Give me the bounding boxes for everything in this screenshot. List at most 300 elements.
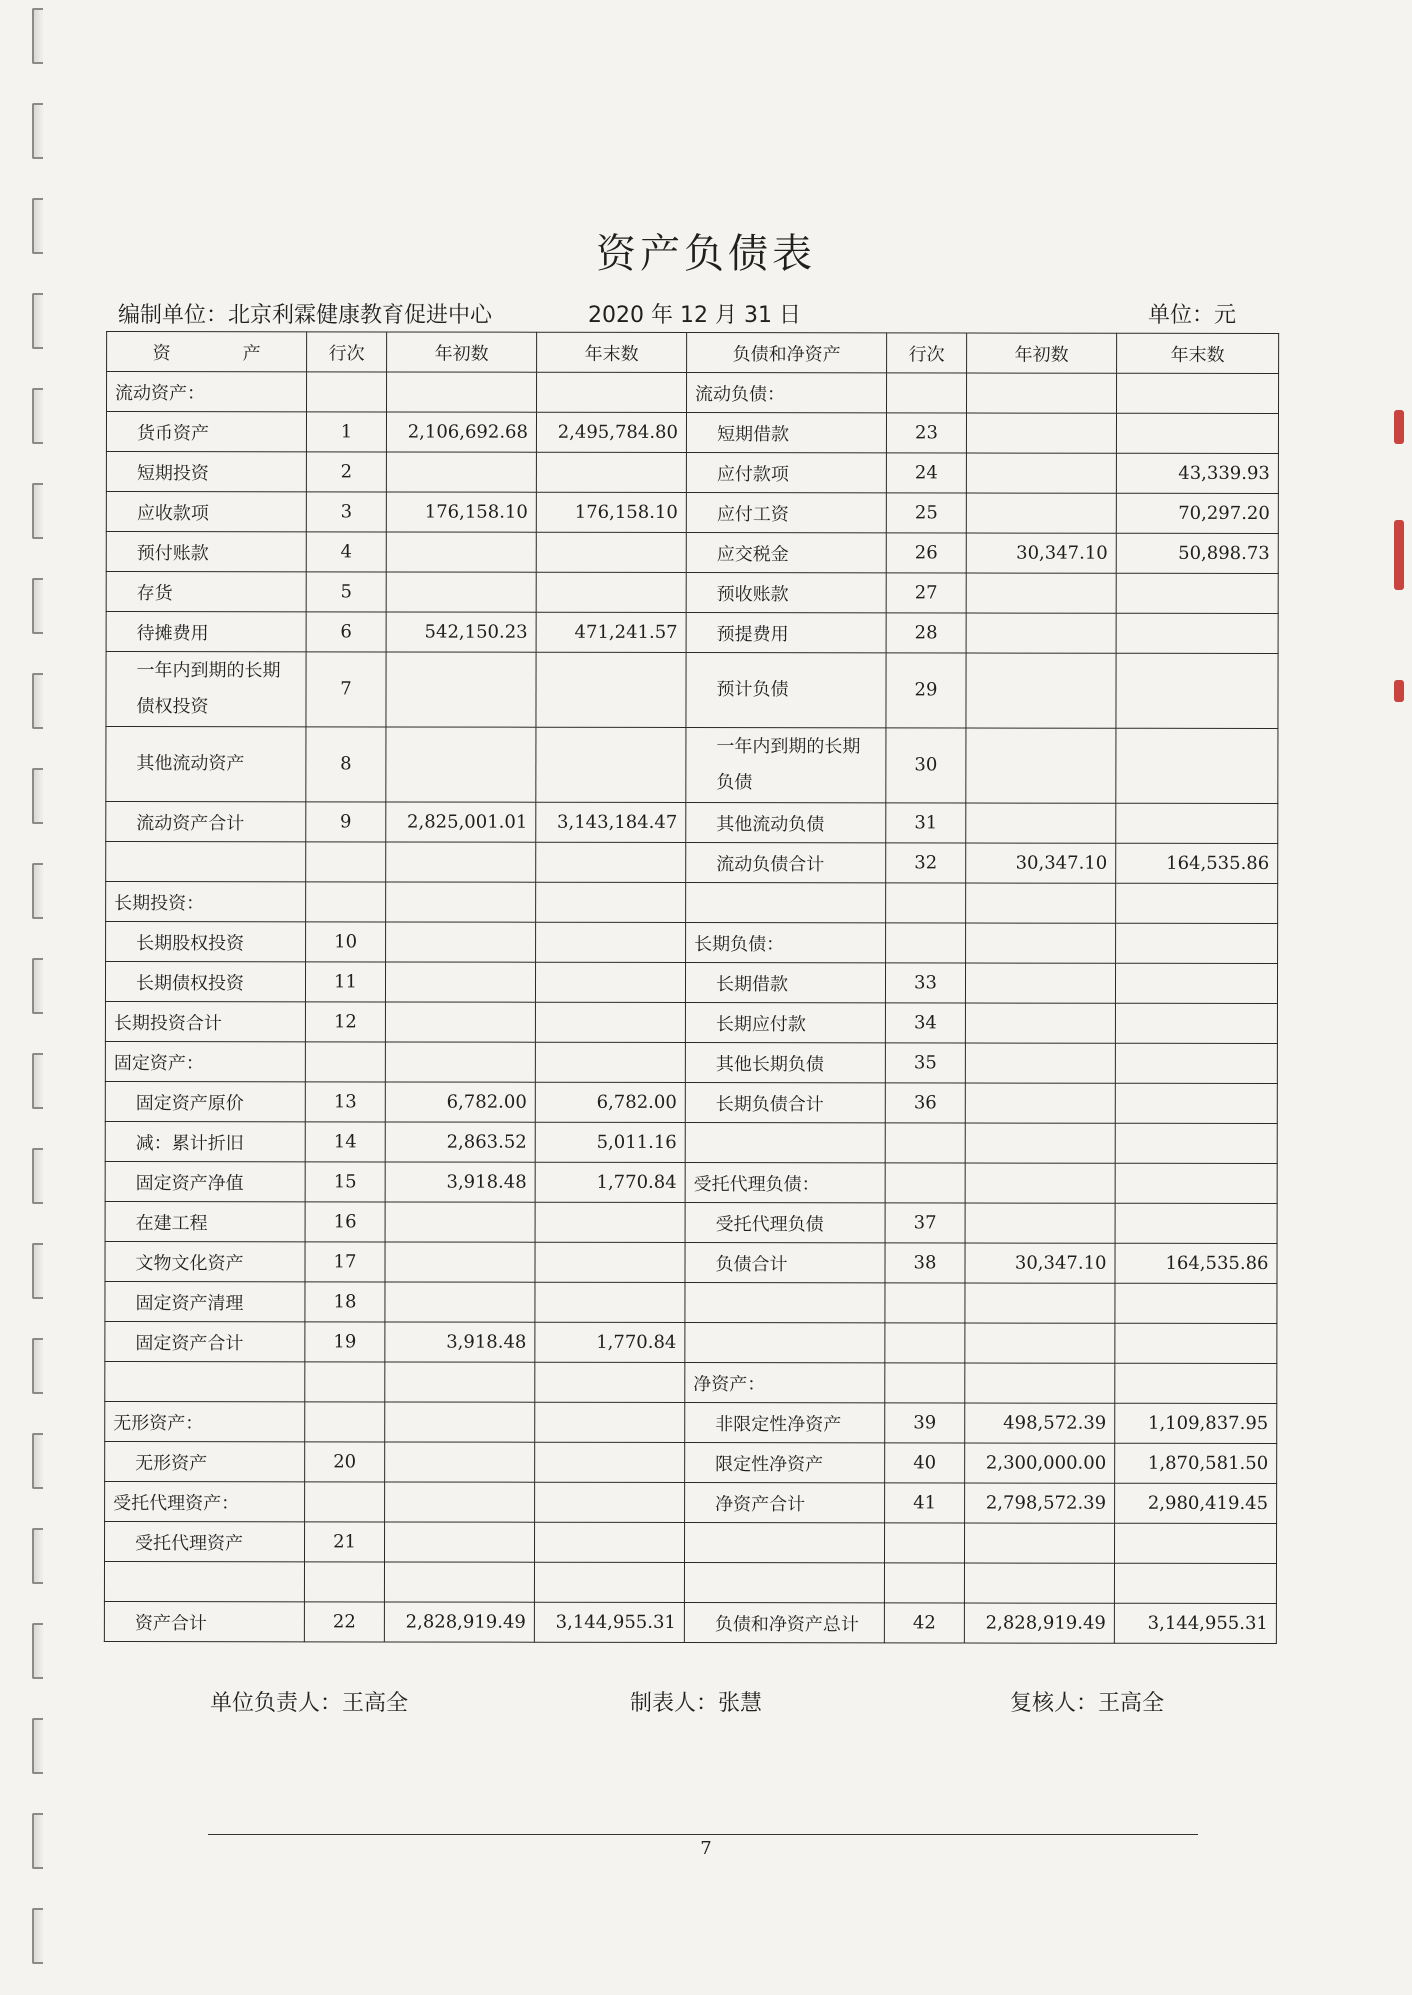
asset-end-value: 3,143,184.47 bbox=[536, 802, 686, 842]
liability-end-value: 1,870,581.50 bbox=[1115, 1443, 1277, 1483]
asset-end-value: 3,144,955.31 bbox=[534, 1602, 684, 1642]
table-row bbox=[105, 961, 1277, 1003]
binding-hole bbox=[32, 388, 43, 444]
asset-row-no: 8 bbox=[306, 727, 386, 802]
preparer: 制表人：张慧 bbox=[630, 1691, 763, 1716]
liability-begin-value bbox=[967, 373, 1117, 413]
asset-end-value bbox=[537, 372, 687, 412]
asset-label bbox=[104, 1561, 304, 1601]
reviewer: 复核人：王高全 bbox=[1010, 1691, 1165, 1716]
liability-begin-value bbox=[965, 1043, 1115, 1083]
asset-row-no: 17 bbox=[305, 1242, 385, 1282]
binding-hole bbox=[32, 1338, 43, 1394]
asset-begin-value bbox=[386, 572, 536, 612]
liability-row-no: 32 bbox=[886, 843, 966, 883]
column-header: 年末数 bbox=[537, 332, 687, 372]
table-row bbox=[106, 651, 1278, 728]
binding-hole bbox=[32, 1718, 43, 1774]
asset-row-no: 12 bbox=[305, 1002, 385, 1042]
liability-begin-value bbox=[966, 728, 1116, 803]
liability-label: 非限定性净资产 bbox=[685, 1402, 885, 1442]
asset-begin-value: 3,918.48 bbox=[385, 1322, 535, 1362]
liability-begin-value bbox=[966, 613, 1116, 653]
liability-row-no: 28 bbox=[886, 613, 966, 653]
binding-hole bbox=[32, 1908, 43, 1964]
table-row bbox=[105, 1081, 1277, 1123]
asset-label: 预付账款 bbox=[106, 531, 306, 571]
liability-end-value bbox=[1116, 803, 1278, 843]
liability-label: 应交税金 bbox=[686, 532, 886, 572]
asset-end-value bbox=[535, 962, 685, 1002]
table-header-row bbox=[107, 331, 1279, 373]
asset-begin-value bbox=[387, 372, 537, 412]
asset-label: 一年内到期的长期债权投资 bbox=[106, 651, 306, 726]
liability-begin-value bbox=[965, 963, 1115, 1003]
liability-row-no bbox=[885, 1323, 965, 1363]
liability-end-value: 1,109,837.95 bbox=[1115, 1403, 1277, 1443]
asset-label: 流动资产合计 bbox=[106, 801, 306, 841]
asset-end-value: 1,770.84 bbox=[535, 1162, 685, 1202]
asset-label bbox=[106, 841, 306, 881]
asset-end-value bbox=[535, 1402, 685, 1442]
asset-begin-value bbox=[385, 1442, 535, 1482]
asset-label: 无形资产： bbox=[105, 1401, 305, 1441]
asset-begin-value bbox=[385, 962, 535, 1002]
table-row bbox=[106, 531, 1278, 573]
red-stamp-edge bbox=[1394, 680, 1404, 702]
liability-row-no bbox=[884, 1563, 964, 1603]
liability-begin-value bbox=[966, 653, 1116, 728]
liability-begin-value bbox=[966, 923, 1116, 963]
asset-end-value bbox=[535, 1042, 685, 1082]
liability-end-value bbox=[1116, 413, 1278, 453]
liability-end-value bbox=[1116, 728, 1278, 803]
liability-row-no: 42 bbox=[884, 1603, 964, 1643]
asset-end-value: 176,158.10 bbox=[536, 492, 686, 532]
table-row bbox=[105, 1201, 1277, 1243]
asset-begin-value: 2,863.52 bbox=[385, 1122, 535, 1162]
table-row bbox=[106, 921, 1278, 963]
table-row bbox=[107, 371, 1279, 413]
asset-row-no: 19 bbox=[305, 1322, 385, 1362]
liability-row-no: 33 bbox=[885, 963, 965, 1003]
asset-end-value: 6,782.00 bbox=[535, 1082, 685, 1122]
liability-end-value bbox=[1115, 1083, 1277, 1123]
binding-hole bbox=[32, 863, 43, 919]
liability-end-value bbox=[1115, 1283, 1277, 1323]
currency-unit: 单位：元 bbox=[1147, 303, 1236, 328]
liability-begin-value bbox=[965, 1323, 1115, 1363]
asset-label: 固定资产： bbox=[105, 1041, 305, 1081]
asset-label: 存货 bbox=[106, 571, 306, 611]
liability-label bbox=[684, 1562, 884, 1602]
asset-row-no bbox=[305, 1482, 385, 1522]
asset-end-value bbox=[535, 1362, 685, 1402]
asset-end-value bbox=[536, 452, 686, 492]
asset-label: 固定资产原价 bbox=[105, 1081, 305, 1121]
asset-row-no: 7 bbox=[306, 652, 386, 727]
liability-label: 预计负债 bbox=[686, 652, 886, 727]
asset-begin-value: 2,828,919.49 bbox=[384, 1602, 534, 1642]
table-body bbox=[104, 371, 1278, 1643]
asset-label bbox=[105, 1361, 305, 1401]
table-row bbox=[106, 571, 1278, 613]
asset-begin-value bbox=[386, 652, 536, 727]
binding-hole bbox=[32, 483, 43, 539]
asset-begin-value: 3,918.48 bbox=[385, 1162, 535, 1202]
asset-begin-value bbox=[385, 1002, 535, 1042]
asset-label: 固定资产清理 bbox=[105, 1281, 305, 1321]
liability-end-value bbox=[1115, 1003, 1277, 1043]
red-stamp-edge bbox=[1394, 520, 1404, 590]
liability-label bbox=[685, 1122, 885, 1162]
liability-row-no: 34 bbox=[885, 1003, 965, 1043]
liability-begin-value bbox=[966, 493, 1116, 533]
asset-begin-value bbox=[385, 1042, 535, 1082]
asset-label: 货币资产 bbox=[106, 411, 306, 451]
liability-end-value bbox=[1115, 1363, 1277, 1403]
asset-row-no bbox=[306, 882, 386, 922]
balance-sheet-table bbox=[104, 331, 1279, 1644]
liability-label bbox=[685, 1322, 885, 1362]
liability-end-value: 3,144,955.31 bbox=[1114, 1603, 1276, 1643]
asset-label: 无形资产 bbox=[105, 1441, 305, 1481]
liability-label: 一年内到期的长期负债 bbox=[686, 727, 886, 802]
asset-label: 受托代理资产 bbox=[104, 1521, 304, 1561]
asset-row-no: 3 bbox=[306, 492, 386, 532]
asset-row-no bbox=[305, 1402, 385, 1442]
binding-hole bbox=[32, 1528, 43, 1584]
liability-end-value: 70,297.20 bbox=[1116, 493, 1278, 533]
liability-begin-value bbox=[965, 1123, 1115, 1163]
table-row bbox=[106, 841, 1278, 883]
asset-end-value bbox=[536, 572, 686, 612]
asset-row-no: 22 bbox=[304, 1602, 384, 1642]
liability-label: 流动负债合计 bbox=[686, 842, 886, 882]
table-row bbox=[105, 1321, 1277, 1363]
asset-end-value bbox=[536, 922, 686, 962]
asset-end-value bbox=[535, 1482, 685, 1522]
binding-hole bbox=[32, 1243, 43, 1299]
liability-end-value bbox=[1114, 1563, 1276, 1603]
asset-begin-value bbox=[386, 882, 536, 922]
liability-end-value bbox=[1116, 883, 1278, 923]
asset-begin-value bbox=[384, 1562, 534, 1602]
liability-end-value: 43,339.93 bbox=[1116, 453, 1278, 493]
liability-label: 限定性净资产 bbox=[685, 1442, 885, 1482]
liability-row-no bbox=[885, 1363, 965, 1403]
binding-hole bbox=[32, 293, 43, 349]
asset-begin-value bbox=[386, 452, 536, 492]
liability-label: 其他长期负债 bbox=[685, 1042, 885, 1082]
binding-hole bbox=[32, 958, 43, 1014]
liability-label: 长期负债： bbox=[686, 922, 886, 962]
table-row bbox=[105, 1441, 1277, 1483]
asset-end-value bbox=[535, 1242, 685, 1282]
asset-label: 固定资产净值 bbox=[105, 1161, 305, 1201]
asset-row-no bbox=[305, 1042, 385, 1082]
binding-hole bbox=[32, 1623, 43, 1679]
asset-row-no: 5 bbox=[306, 572, 386, 612]
asset-label: 在建工程 bbox=[105, 1201, 305, 1241]
asset-begin-value: 2,106,692.68 bbox=[386, 412, 536, 452]
liability-end-value: 2,980,419.45 bbox=[1115, 1483, 1277, 1523]
asset-row-no: 18 bbox=[305, 1282, 385, 1322]
liability-end-value bbox=[1116, 573, 1278, 613]
table-row bbox=[105, 1041, 1277, 1083]
liability-row-no: 25 bbox=[886, 493, 966, 533]
asset-row-no: 16 bbox=[305, 1202, 385, 1242]
asset-begin-value: 176,158.10 bbox=[386, 492, 536, 532]
liability-end-value bbox=[1115, 1043, 1277, 1083]
table-row bbox=[105, 1001, 1277, 1043]
binding-hole bbox=[32, 1433, 43, 1489]
asset-begin-value bbox=[385, 1362, 535, 1402]
liability-row-no: 23 bbox=[886, 413, 966, 453]
liability-begin-value bbox=[964, 1563, 1114, 1603]
column-header: 年末数 bbox=[1117, 333, 1279, 373]
liability-label: 短期借款 bbox=[686, 412, 886, 452]
liability-end-value bbox=[1115, 1323, 1277, 1363]
asset-begin-value bbox=[385, 1402, 535, 1442]
liability-begin-value: 30,347.10 bbox=[966, 533, 1116, 573]
liability-label: 应付款项 bbox=[686, 452, 886, 492]
asset-row-no: 20 bbox=[305, 1442, 385, 1482]
asset-row-no: 14 bbox=[305, 1122, 385, 1162]
asset-end-value bbox=[535, 1442, 685, 1482]
binding-hole bbox=[32, 1053, 43, 1109]
liability-begin-value: 2,798,572.39 bbox=[965, 1483, 1115, 1523]
binding-holes bbox=[30, 0, 54, 1995]
asset-label: 减：累计折旧 bbox=[105, 1121, 305, 1161]
liability-row-no bbox=[885, 1283, 965, 1323]
liability-end-value bbox=[1116, 653, 1278, 728]
asset-begin-value: 2,825,001.01 bbox=[386, 802, 536, 842]
liability-label: 负债合计 bbox=[685, 1242, 885, 1282]
column-header: 负债和净资产 bbox=[687, 332, 887, 372]
asset-begin-value bbox=[386, 532, 536, 572]
asset-end-value bbox=[536, 532, 686, 572]
liability-begin-value bbox=[965, 1203, 1115, 1243]
liability-begin-value bbox=[966, 803, 1116, 843]
liability-label: 负债和净资产总计 bbox=[684, 1602, 884, 1642]
liability-row-no bbox=[884, 1523, 964, 1563]
table-row bbox=[104, 1561, 1276, 1603]
asset-begin-value bbox=[384, 1522, 534, 1562]
asset-end-value: 471,241.57 bbox=[536, 612, 686, 652]
asset-row-no bbox=[307, 372, 387, 412]
liability-end-value bbox=[1116, 923, 1278, 963]
liability-begin-value bbox=[966, 883, 1116, 923]
liability-row-no: 30 bbox=[886, 728, 966, 803]
liability-label: 长期借款 bbox=[685, 962, 885, 1002]
binding-hole bbox=[32, 768, 43, 824]
liability-begin-value: 30,347.10 bbox=[966, 843, 1116, 883]
table-row bbox=[105, 1401, 1277, 1443]
table-row bbox=[105, 1281, 1277, 1323]
liability-begin-value bbox=[965, 1363, 1115, 1403]
liability-end-value bbox=[1117, 373, 1279, 413]
liability-label: 净资产合计 bbox=[685, 1482, 885, 1522]
column-header: 年初数 bbox=[387, 332, 537, 372]
liability-row-no: 39 bbox=[885, 1403, 965, 1443]
asset-row-no bbox=[304, 1562, 384, 1602]
liability-label bbox=[684, 1522, 884, 1562]
asset-begin-value bbox=[386, 727, 536, 802]
report-date: 2020 年 12 月 31 日 bbox=[588, 303, 801, 328]
liability-label: 预提费用 bbox=[686, 612, 886, 652]
table-row bbox=[106, 411, 1278, 453]
table-row bbox=[106, 881, 1278, 923]
table-row bbox=[105, 1481, 1277, 1523]
liability-end-value: 50,898.73 bbox=[1116, 533, 1278, 573]
asset-row-no: 2 bbox=[306, 452, 386, 492]
liability-end-value bbox=[1115, 1163, 1277, 1203]
asset-row-no: 6 bbox=[306, 612, 386, 652]
liability-begin-value bbox=[966, 573, 1116, 613]
binding-hole bbox=[32, 1148, 43, 1204]
asset-row-no: 1 bbox=[306, 412, 386, 452]
asset-end-value bbox=[535, 1002, 685, 1042]
asset-row-no: 13 bbox=[305, 1082, 385, 1122]
asset-label: 其他流动资产 bbox=[106, 726, 306, 801]
liability-begin-value bbox=[966, 453, 1116, 493]
liability-row-no: 36 bbox=[885, 1083, 965, 1123]
asset-row-no: 9 bbox=[306, 802, 386, 842]
liability-row-no: 31 bbox=[886, 803, 966, 843]
asset-row-no: 11 bbox=[305, 962, 385, 1002]
liability-end-value bbox=[1115, 1203, 1277, 1243]
asset-end-value: 2,495,784.80 bbox=[536, 412, 686, 452]
asset-row-no bbox=[305, 1362, 385, 1402]
liability-end-value: 164,535.86 bbox=[1115, 1243, 1277, 1283]
liability-begin-value bbox=[966, 413, 1116, 453]
column-header: 行次 bbox=[307, 332, 387, 372]
column-header: 年初数 bbox=[967, 333, 1117, 373]
asset-end-value bbox=[536, 727, 686, 802]
liability-row-no: 41 bbox=[885, 1483, 965, 1523]
table-row bbox=[104, 1521, 1276, 1563]
liability-row-no: 38 bbox=[885, 1243, 965, 1283]
liability-row-no: 26 bbox=[886, 533, 966, 573]
liability-end-value bbox=[1115, 963, 1277, 1003]
liability-end-value: 164,535.86 bbox=[1116, 843, 1278, 883]
liability-label: 应付工资 bbox=[686, 492, 886, 532]
liability-begin-value: 2,828,919.49 bbox=[964, 1603, 1114, 1643]
liability-label: 长期负债合计 bbox=[685, 1082, 885, 1122]
asset-label: 流动资产： bbox=[107, 371, 307, 411]
asset-begin-value bbox=[385, 1242, 535, 1282]
asset-row-no: 15 bbox=[305, 1162, 385, 1202]
liability-begin-value bbox=[964, 1523, 1114, 1563]
asset-end-value bbox=[535, 1202, 685, 1242]
asset-label: 长期投资合计 bbox=[105, 1001, 305, 1041]
asset-label: 固定资产合计 bbox=[105, 1321, 305, 1361]
liability-label: 净资产： bbox=[685, 1362, 885, 1402]
liability-row-no bbox=[887, 373, 967, 413]
liability-label bbox=[685, 1282, 885, 1322]
liability-label: 其他流动负债 bbox=[686, 802, 886, 842]
table-row bbox=[106, 611, 1278, 653]
unit-leader: 单位负责人：王高全 bbox=[210, 1691, 409, 1716]
asset-label: 长期债权投资 bbox=[105, 961, 305, 1001]
liability-begin-value: 2,300,000.00 bbox=[965, 1443, 1115, 1483]
table-row bbox=[105, 1361, 1277, 1403]
table-row bbox=[105, 1161, 1277, 1203]
liability-row-no bbox=[886, 883, 966, 923]
asset-end-value bbox=[536, 842, 686, 882]
table-row bbox=[106, 491, 1278, 533]
liability-begin-value bbox=[965, 1003, 1115, 1043]
table-row bbox=[106, 451, 1278, 493]
liability-end-value bbox=[1116, 613, 1278, 653]
asset-begin-value bbox=[385, 1482, 535, 1522]
asset-label: 短期投资 bbox=[106, 451, 306, 491]
binding-hole bbox=[32, 673, 43, 729]
liability-label: 受托代理负债 bbox=[685, 1202, 885, 1242]
liability-begin-value bbox=[965, 1083, 1115, 1123]
asset-end-value bbox=[535, 1282, 685, 1322]
asset-begin-value bbox=[386, 922, 536, 962]
asset-label: 文物文化资产 bbox=[105, 1241, 305, 1281]
page-number: 7 bbox=[700, 1838, 712, 1859]
footer-rule bbox=[208, 1834, 1198, 1835]
asset-label: 长期股权投资 bbox=[106, 921, 306, 961]
asset-end-value bbox=[536, 882, 686, 922]
liability-row-no bbox=[885, 1123, 965, 1163]
table-row bbox=[104, 1601, 1276, 1643]
page-title: 资产负债表 bbox=[596, 230, 816, 277]
liability-label: 流动负债： bbox=[687, 372, 887, 412]
table-row bbox=[105, 1241, 1277, 1283]
liability-begin-value bbox=[965, 1163, 1115, 1203]
asset-row-no: 10 bbox=[306, 922, 386, 962]
liability-label: 受托代理负债： bbox=[685, 1162, 885, 1202]
asset-end-value: 1,770.84 bbox=[535, 1322, 685, 1362]
table-row bbox=[106, 726, 1278, 803]
asset-label: 资产合计 bbox=[104, 1601, 304, 1641]
liability-label: 预收账款 bbox=[686, 572, 886, 612]
asset-begin-value: 542,150.23 bbox=[386, 612, 536, 652]
liability-begin-value: 30,347.10 bbox=[965, 1243, 1115, 1283]
liability-row-no bbox=[886, 923, 966, 963]
binding-hole bbox=[32, 103, 43, 159]
table-row bbox=[106, 801, 1278, 843]
asset-end-value bbox=[534, 1562, 684, 1602]
binding-hole bbox=[32, 578, 43, 634]
red-stamp-edge bbox=[1394, 410, 1404, 444]
asset-row-no: 4 bbox=[306, 532, 386, 572]
binding-hole bbox=[32, 8, 43, 64]
asset-end-value bbox=[534, 1522, 684, 1562]
asset-label: 待摊费用 bbox=[106, 611, 306, 651]
asset-end-value: 5,011.16 bbox=[535, 1122, 685, 1162]
liability-row-no: 27 bbox=[886, 573, 966, 613]
column-header: 资 产 bbox=[107, 331, 307, 371]
liability-begin-value: 498,572.39 bbox=[965, 1403, 1115, 1443]
liability-row-no: 35 bbox=[885, 1043, 965, 1083]
column-header: 行次 bbox=[887, 333, 967, 373]
asset-end-value bbox=[536, 652, 686, 727]
liability-row-no: 29 bbox=[886, 653, 966, 728]
asset-begin-value: 6,782.00 bbox=[385, 1082, 535, 1122]
asset-label: 长期投资： bbox=[106, 881, 306, 921]
asset-begin-value bbox=[385, 1202, 535, 1242]
asset-label: 应收款项 bbox=[106, 491, 306, 531]
liability-end-value bbox=[1114, 1523, 1276, 1563]
asset-begin-value bbox=[386, 842, 536, 882]
liability-row-no: 24 bbox=[886, 453, 966, 493]
